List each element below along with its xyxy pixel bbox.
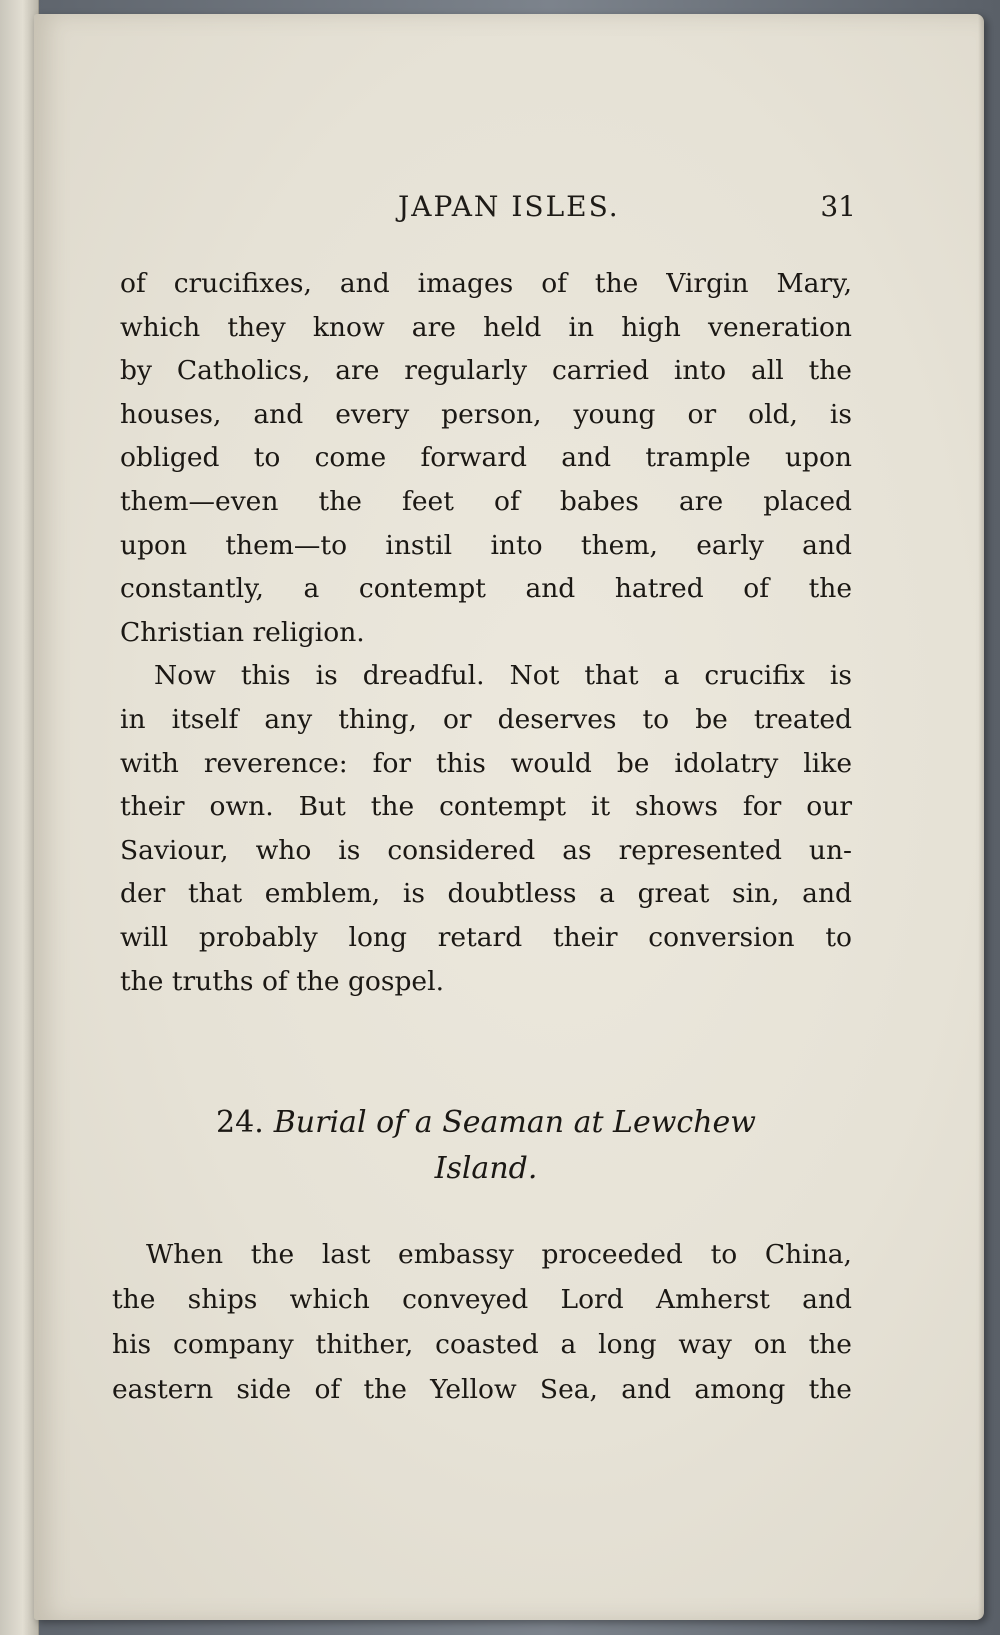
page-right-edge: [978, 14, 984, 1620]
text-line: eastern side of the Yellow Sea, and among the: [112, 1374, 852, 1405]
running-head: [120, 190, 856, 230]
paragraph-3: [112, 1232, 852, 1412]
text-line: the truths of the gospel.: [120, 965, 445, 997]
page-number: 31: [820, 190, 856, 223]
text-line: constantly, a contempt and hatred of the: [120, 573, 852, 605]
text-line: houses, and every person, young or old, is: [120, 398, 852, 430]
text-line: Now this is dreadful. Not that a crucifix is: [154, 660, 852, 692]
section-title-part-1: Burial of a Seaman at Lewchew: [273, 1105, 756, 1140]
text-line: by Catholics, are regularly carried into all the: [120, 355, 852, 387]
section-number: 24.: [216, 1105, 264, 1140]
section-heading: [120, 1100, 852, 1192]
text-line: which they know are held in high veneration: [120, 311, 852, 343]
text-line: his company thither, coasted a long way on the: [112, 1329, 852, 1360]
text-line: them—even the feet of babes are placed: [120, 485, 852, 517]
text-line: will probably long retard their conversion to: [120, 921, 852, 953]
text-line: Saviour, who is considered as represented un-: [120, 834, 852, 866]
text-line: upon them—to instil into them, early and: [120, 529, 852, 561]
text-line: with reverence: for this would be idolatry like: [120, 747, 852, 779]
text-line: of crucifixes, and images of the Virgin Mary,: [120, 268, 852, 299]
text-line: When the last embassy proceeded to China,: [146, 1239, 852, 1270]
text-line: der that emblem, is doubtless a great sin, and: [120, 878, 852, 910]
paragraph-1-and-2: [120, 262, 852, 1003]
section-heading-line-1: [120, 1100, 852, 1146]
text-line: the ships which conveyed Lord Amherst and: [112, 1284, 852, 1315]
running-head-title: JAPAN ISLES.: [398, 190, 620, 223]
text-line: Christian religion.: [120, 616, 365, 648]
section-title-part-2: Island.: [434, 1151, 538, 1186]
text-line: in itself any thing, or deserves to be treated: [120, 703, 852, 735]
text-line: their own. But the contempt it shows for our: [120, 791, 852, 823]
text-line: obliged to come forward and trample upon: [120, 442, 852, 474]
